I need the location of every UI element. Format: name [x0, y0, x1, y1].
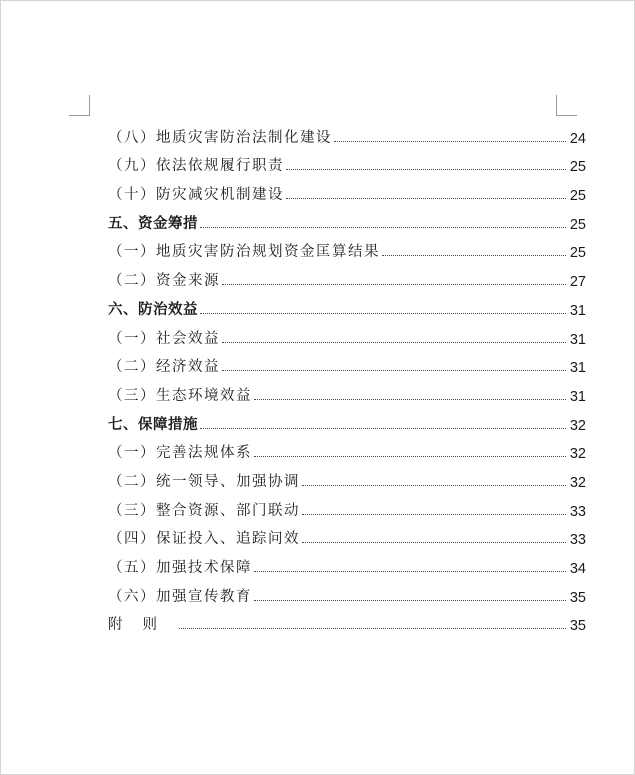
toc-page-number: 35 — [569, 618, 586, 635]
toc-page-number: 33 — [569, 532, 586, 549]
toc-page-number: 32 — [569, 417, 586, 434]
toc-dot-leader — [200, 427, 566, 429]
toc-entry-title: 附则 — [108, 617, 177, 634]
toc-entry-title: （四）保证投入、追踪问效 — [108, 531, 300, 548]
toc-dot-leader — [302, 513, 566, 515]
toc-section-entry[interactable] — [108, 577, 586, 606]
toc-appendix-entry[interactable] — [108, 606, 586, 635]
toc-dot-leader — [179, 627, 566, 629]
toc-page-number: 24 — [569, 130, 586, 147]
toc-page-number: 35 — [569, 589, 586, 606]
toc-dot-leader — [200, 312, 566, 314]
toc-page-number: 25 — [569, 216, 586, 233]
toc-page-number: 33 — [569, 503, 586, 520]
toc-dot-leader — [222, 341, 566, 343]
toc-dot-leader — [254, 455, 566, 457]
toc-page-number: 27 — [569, 274, 586, 291]
toc-entry-title: 七、保障措施 — [108, 416, 198, 433]
toc-entry-title: （十）防灾减灾机制建设 — [108, 187, 284, 204]
toc-entry-title: （一）地质灾害防治规划资金匡算结果 — [108, 244, 380, 261]
toc-dot-leader — [222, 283, 566, 285]
toc-page-number: 31 — [569, 331, 586, 348]
toc-page-number: 31 — [569, 302, 586, 319]
toc-section-entry[interactable] — [108, 118, 586, 147]
toc-entry-title: （九）依法依规履行职责 — [108, 158, 284, 175]
margin-corner-mark-left — [69, 95, 90, 116]
toc-page-number: 25 — [569, 245, 586, 262]
toc-entry-title: （三）整合资源、部门联动 — [108, 502, 300, 519]
toc-dot-leader — [302, 541, 566, 543]
toc-entry-title: （五）加强技术保障 — [108, 560, 252, 576]
toc-dot-leader — [222, 369, 566, 371]
toc-entry-title: 六、防治效益 — [108, 301, 198, 318]
toc-section-entry[interactable] — [108, 376, 586, 405]
toc-section-entry[interactable] — [108, 348, 586, 377]
toc-dot-leader — [286, 197, 566, 199]
toc-section-entry[interactable] — [108, 233, 586, 262]
toc-chapter-entry[interactable] — [108, 204, 586, 233]
toc-section-entry[interactable] — [108, 548, 586, 577]
toc-page-number: 25 — [569, 188, 586, 205]
toc-section-entry[interactable] — [108, 261, 586, 290]
toc-page-number: 32 — [569, 474, 586, 491]
table-of-contents — [108, 118, 586, 634]
toc-entry-title: （三）生态环境效益 — [108, 387, 252, 404]
margin-corner-mark-right — [556, 95, 577, 116]
toc-entry-title: 五、资金筹措 — [108, 215, 198, 232]
toc-page-number: 31 — [569, 388, 586, 405]
toc-dot-leader — [254, 599, 566, 601]
toc-section-entry[interactable] — [108, 491, 586, 520]
toc-page-number: 32 — [569, 446, 586, 463]
toc-dot-leader — [254, 570, 566, 572]
toc-section-entry[interactable] — [108, 434, 586, 463]
toc-section-entry[interactable] — [108, 175, 586, 204]
toc-section-entry[interactable] — [108, 520, 586, 549]
toc-dot-leader — [286, 168, 566, 170]
toc-entry-title: （二）统一领导、加强协调 — [108, 473, 300, 490]
toc-dot-leader — [382, 254, 566, 256]
toc-dot-leader — [334, 140, 566, 142]
toc-entry-title: （一）社会效益 — [108, 330, 220, 347]
toc-section-entry[interactable] — [108, 147, 586, 176]
toc-page-number: 25 — [569, 159, 586, 176]
toc-dot-leader — [200, 226, 566, 228]
toc-entry-title: （八）地质灾害防治法制化建设 — [108, 129, 332, 146]
toc-entry-title: （二）经济效益 — [108, 359, 220, 376]
toc-entry-title: （二）资金来源 — [108, 273, 220, 290]
toc-entry-title: （一）完善法规体系 — [108, 445, 252, 462]
toc-page-number: 34 — [569, 561, 586, 577]
toc-section-entry[interactable] — [108, 319, 586, 348]
toc-chapter-entry[interactable] — [108, 290, 586, 319]
toc-dot-leader — [254, 398, 566, 400]
toc-chapter-entry[interactable] — [108, 405, 586, 434]
toc-page-number: 31 — [569, 360, 586, 377]
toc-section-entry[interactable] — [108, 462, 586, 491]
toc-entry-title: （六）加强宣传教育 — [108, 588, 252, 605]
toc-dot-leader — [302, 484, 566, 486]
